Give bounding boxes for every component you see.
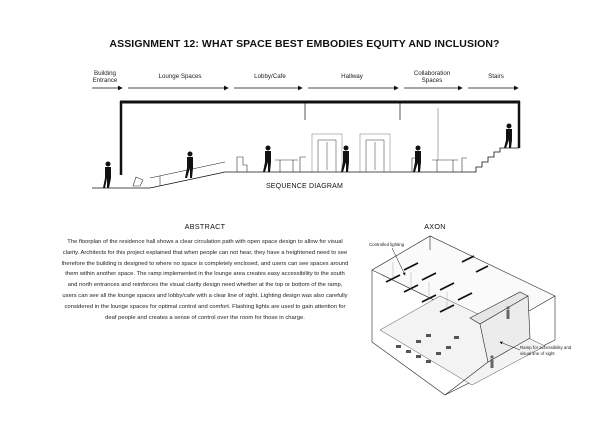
label-stairs: Stairs bbox=[488, 73, 504, 80]
abstract-body: The floorplan of the residence hall shows a clear circulation path with open space design to allow for visual clarity. Architects for this project explained that when people can not hear, they have a heightened need to see therefore the building is designed to where no space is completely enclosed, and users can see spaces around them within another space. The ramp implemented in the lounge area creates easy accessibility to the south and north entrances and reinforces the visual clarity design need whether at the top or bottom of the ramp, users can see all the lounge spaces and lobby/cafe with a clear line of sight. Lighting design was also carefully considered in the lounge spaces for optimal control and comfort. Flashing lights are used to gain attention for deaf people and creates a sense of control over the room for those in charge. bbox=[61, 239, 349, 321]
note-controlled-lighting: Controlled lighting bbox=[369, 242, 405, 247]
page-title: ASSIGNMENT 12: WHAT SPACE BEST EMBODIES EQUITY AND INCLUSION? bbox=[109, 38, 500, 50]
label-building-entrance: Building Entrance bbox=[92, 70, 118, 84]
label-hallway: Hallway bbox=[341, 73, 363, 80]
sequence-diagram-caption: SEQUENCE DIAGRAM bbox=[265, 183, 344, 190]
label-lounge-spaces: Lounge Spaces bbox=[158, 73, 202, 80]
label-lobby-cafe: Lobby/Cafe bbox=[254, 73, 286, 80]
axon-heading: AXON bbox=[424, 222, 446, 231]
label-collaboration-spaces: Collaboration Spaces bbox=[413, 70, 451, 84]
note-ramp-accessibility: Ramp for accessibility and visual line of sight bbox=[520, 345, 572, 356]
abstract-heading: ABSTRACT bbox=[184, 222, 226, 231]
